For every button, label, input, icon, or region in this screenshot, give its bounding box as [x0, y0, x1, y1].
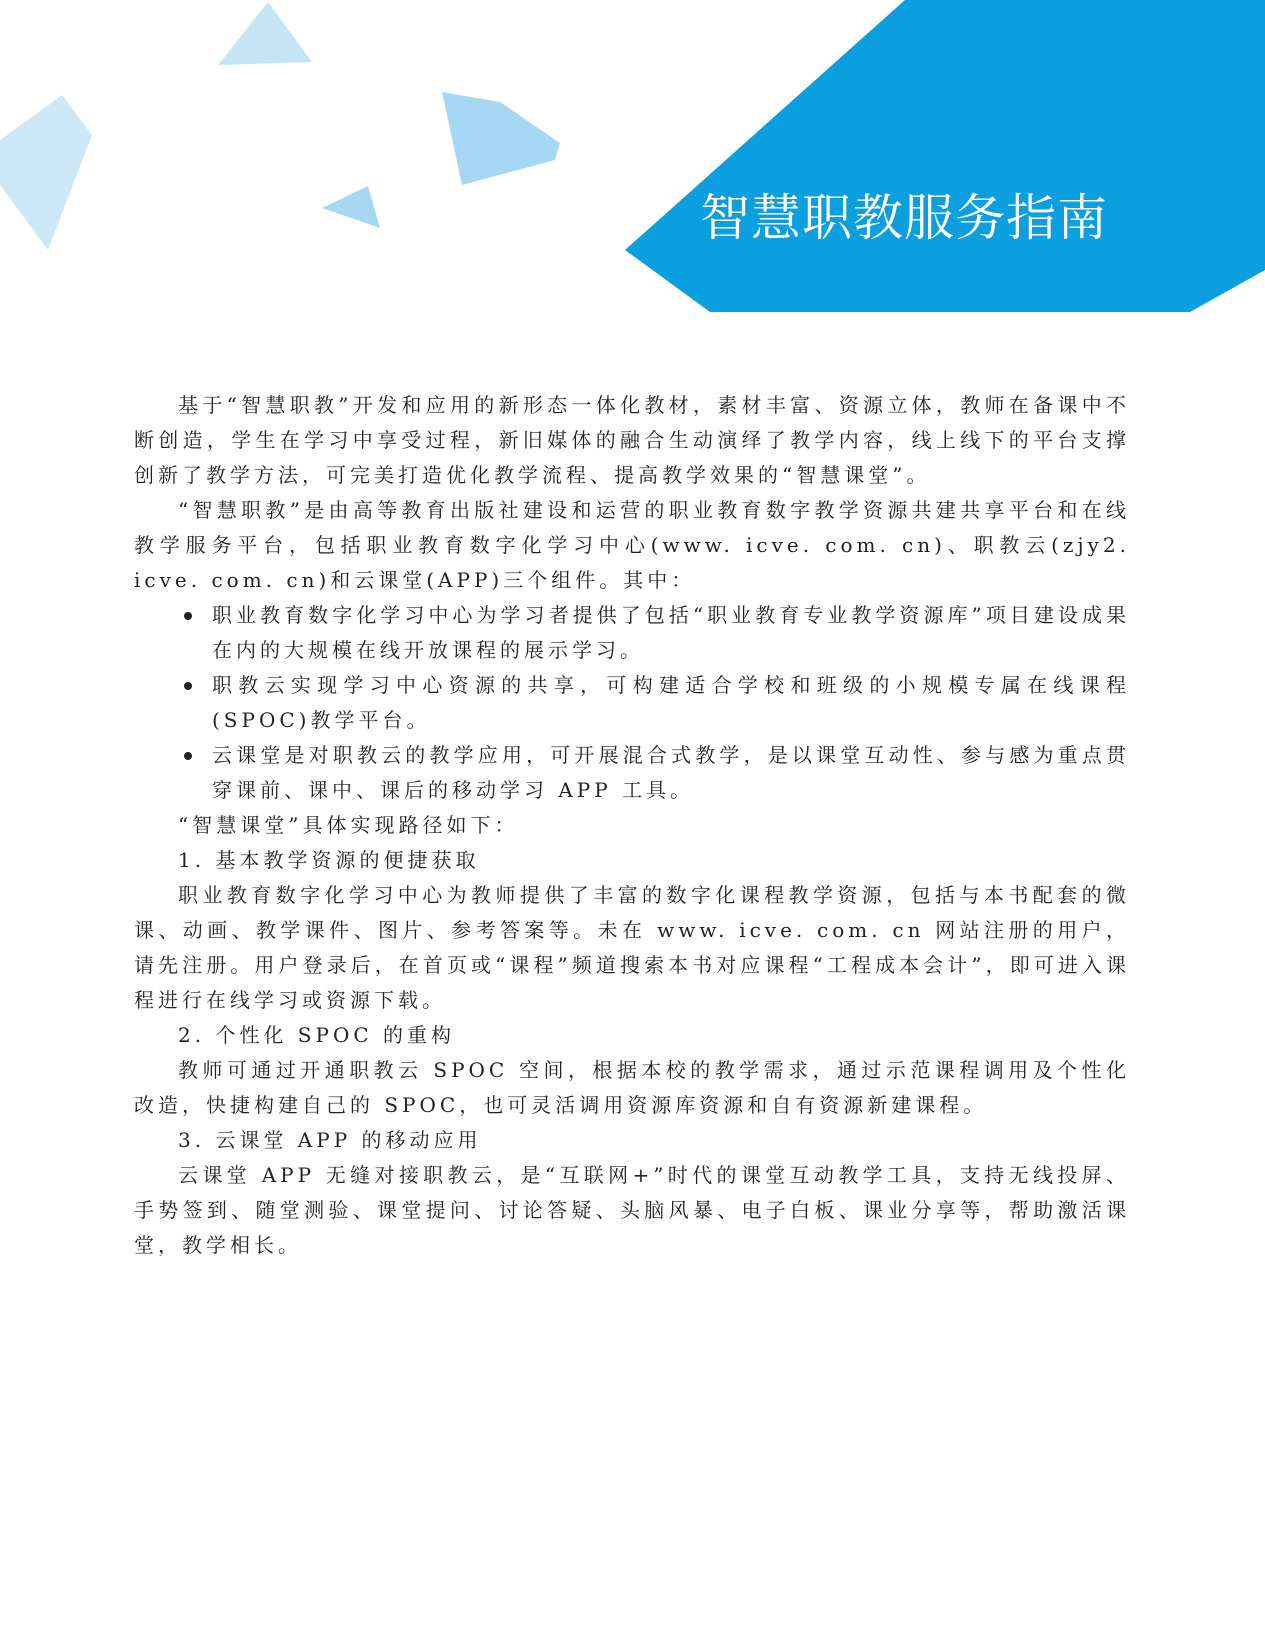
decorative-shape — [218, 2, 312, 65]
section-heading: 3. 云课堂 APP 的移动应用 — [178, 1128, 482, 1152]
list-item-text: 云课堂是对职教云的教学应用，可开展混合式教学，是以课堂互动性、参与感为重点贯穿课前、课中、课后的移动学习 APP 工具。 — [212, 743, 1130, 802]
list-item — [134, 738, 1130, 808]
path-intro: “智慧课堂”具体实现路径如下： — [178, 813, 519, 837]
document-body — [134, 388, 1130, 1263]
section-body: 教师可通过开通职教云 SPOC 空间，根据本校的教学需求，通过示范课程调用及个性化改造，快捷构建自己的 SPOC，也可灵活调用资源库资源和自有资源新建课程。 — [134, 1058, 1130, 1117]
intro-paragraph: 基于“智慧职教”开发和应用的新形态一体化教材，素材丰富、资源立体，教师在备课中不断创造，学生在学习中享受过程，新旧媒体的融合生动演绎了教学内容，线上线下的平台支撑创新了教学方法，可完美打造优化教学流程、提高教学效果的“智慧课堂”。 — [134, 393, 1130, 487]
bullet-icon — [184, 612, 192, 620]
decorative-shape — [0, 95, 92, 250]
section-body: 职业教育数字化学习中心为教师提供了丰富的数字化课程教学资源，包括与本书配套的微课、动画、教学课件、图片、参考答案等。未在 www. icve. com. cn 网站注册的用户，请先注册。用户登录后，在首页或“课程”频道搜索本书对应课程“工程成本会计”，即可进入课程进行在线学习或资源下载。 — [134, 883, 1130, 1012]
list-item — [134, 598, 1130, 668]
list-item-text: 职教云实现学习中心资源的共享，可构建适合学校和班级的小规模专属在线课程(SPOC)教学平台。 — [212, 673, 1130, 732]
list-item — [134, 668, 1130, 738]
intro-paragraph: “智慧职教”是由高等教育出版社建设和运营的职业教育数字教学资源共建共享平台和在线教学服务平台，包括职业教育数字化学习中心(www. icve. com. cn)、职教云(zjy2. icve. com. cn)和云课堂(APP)三个组件。其中： — [134, 498, 1130, 592]
decorative-shape — [442, 92, 560, 185]
list-item-text: 职业教育数字化学习中心为学习者提供了包括“职业教育专业教学资源库”项目建设成果在内的大规模在线开放课程的展示学习。 — [212, 603, 1130, 662]
banner-title: 智慧职教服务指南 — [700, 189, 1108, 247]
banner-shape — [625, 0, 1265, 312]
decorative-shape — [322, 186, 380, 228]
bullet-icon — [184, 752, 192, 760]
section-body: 云课堂 APP 无缝对接职教云，是“互联网+”时代的课堂互动教学工具，支持无线投屏、手势签到、随堂测验、课堂提问、讨论答疑、头脑风暴、电子白板、课业分享等，帮助激活课堂，教学相长。 — [134, 1163, 1130, 1257]
section-heading: 2. 个性化 SPOC 的重构 — [178, 1023, 456, 1047]
component-list — [134, 598, 1130, 808]
header-decoration — [0, 0, 1265, 320]
bullet-icon — [184, 682, 192, 690]
section-heading: 1. 基本教学资源的便捷获取 — [178, 848, 480, 872]
